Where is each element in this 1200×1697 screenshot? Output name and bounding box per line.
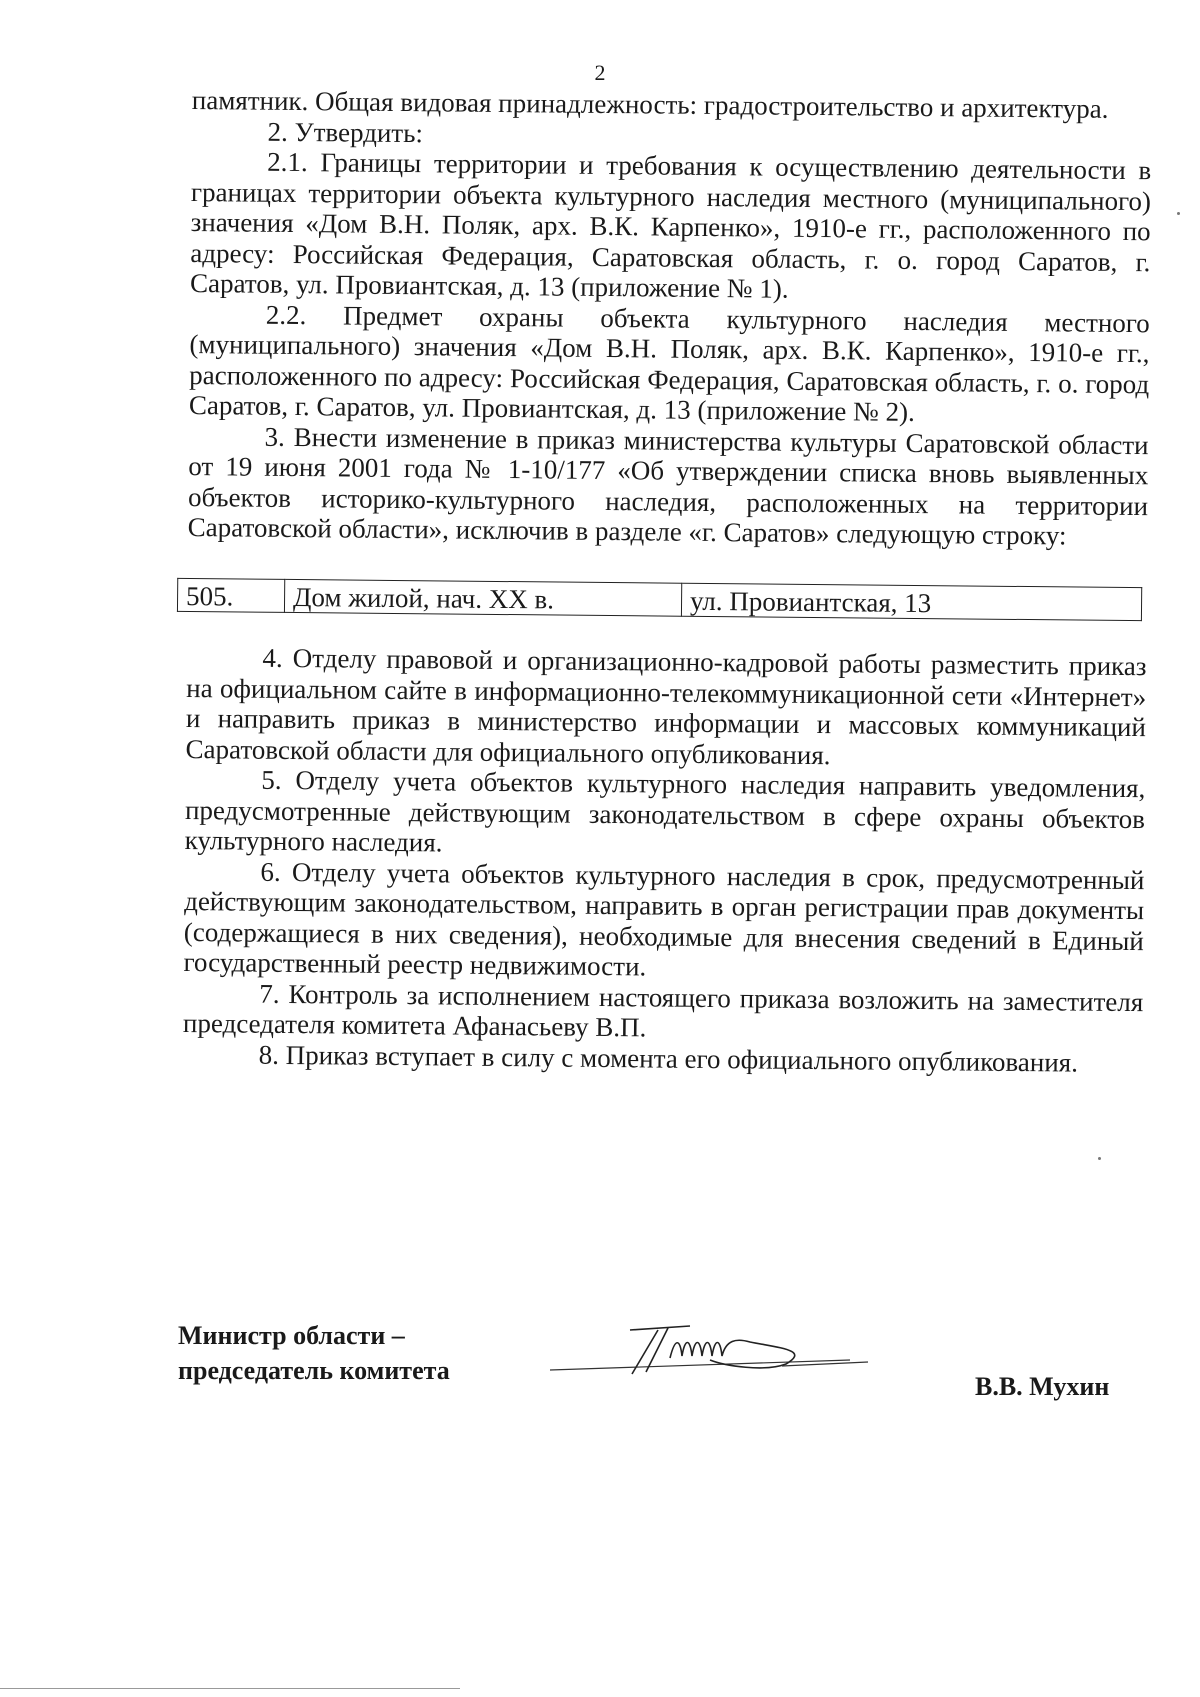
paragraph-item-3: 3. Внести изменение в приказ министерства культуры Саратовской области от 19 июня 2001 года № 1-10/177 «Об утверждении списка вновь выявленных объектов историко-культурного наследия, расположенных на территории Саратовской области», исключив в разделе «г. Саратов» следующую строку: (187, 421, 1149, 551)
paragraph-item-4: 4. Отделу правовой и организационно-кадровой работы разместить приказ на официальном сайте в информационно-телекоммуникационной сети «Интернет» и направить приказ в министерство информации и массовых коммуникаций Саратовской области для официального опубликования. (185, 642, 1147, 770)
paragraph-item-5: 5. Отделу учета объектов культурного наследия направить уведомления, предусмотренные действующим законодательством в сфере охраны объектов культурного наследия. (184, 764, 1146, 858)
scan-speck (1177, 212, 1180, 215)
paragraph-item-7: 7. Контроль за исполнением настоящего приказа возложить на заместителя председателя комитета Афанасьеву В.П. (182, 978, 1144, 1043)
scan-edge-line (0, 1688, 460, 1689)
paragraph-continuation: памятник. Общая видовая принадлежность: градостроительство и архитектура. (191, 85, 1109, 124)
paragraph-item-2-1: 2.1. Границы территории и требования к осуществлению деятельности в границах территории объекта культурного наследия местного (муниципального) значения «Дом В.Н. Поляк, арх. В.К. Карпенко», 1910-е гг., расположенного по адресу: Российская Федерация, Саратовская область, г. о. город Саратов, г. Саратов, ул. Провиантская, д. 13 (приложение № 1). (189, 146, 1152, 304)
handwritten-signature (550, 1308, 910, 1388)
signatory-name: В.В. Мухин (975, 1372, 1110, 1401)
table-cell-address: ул. Провиантская, 13 (681, 583, 1141, 621)
paragraph-item-2-2: 2.2. Предмет охраны объекта культурного наследия местного (муниципального) значения «Дом В.Н. Поляк, арх. В.К. Карпенко», 1910-е гг., расположенного по адресу: Российская Федерация, Саратовская область, г. о. город Саратов, г. Саратов, ул. Провиантская, д. 13 (приложение № 2). (188, 299, 1150, 427)
table-cell-number: 505. (177, 578, 284, 613)
paragraph-item-2: 2. Утвердить: (267, 116, 424, 148)
signatory-title (178, 1318, 450, 1388)
scan-speck (1098, 1157, 1101, 1160)
signatory-title-line2: председатель комитета (178, 1356, 450, 1385)
table-cell-name: Дом жилой, нач. XX в. (284, 579, 681, 616)
paragraph-item-6: 6. Отделу учета объектов культурного наследия в срок, предусмотренный действующим законодательством, направить в орган регистрации прав документы (содержащиеся в них сведения), необходимые для внесения сведений в Единый государственный реестр недвижимости. (183, 856, 1145, 982)
page-number: 2 (594, 60, 606, 85)
paragraph-item-8: 8. Приказ вступает в силу с момента его официального опубликования. (258, 1039, 1079, 1078)
signatory-title-line1: Министр области – (178, 1321, 405, 1350)
